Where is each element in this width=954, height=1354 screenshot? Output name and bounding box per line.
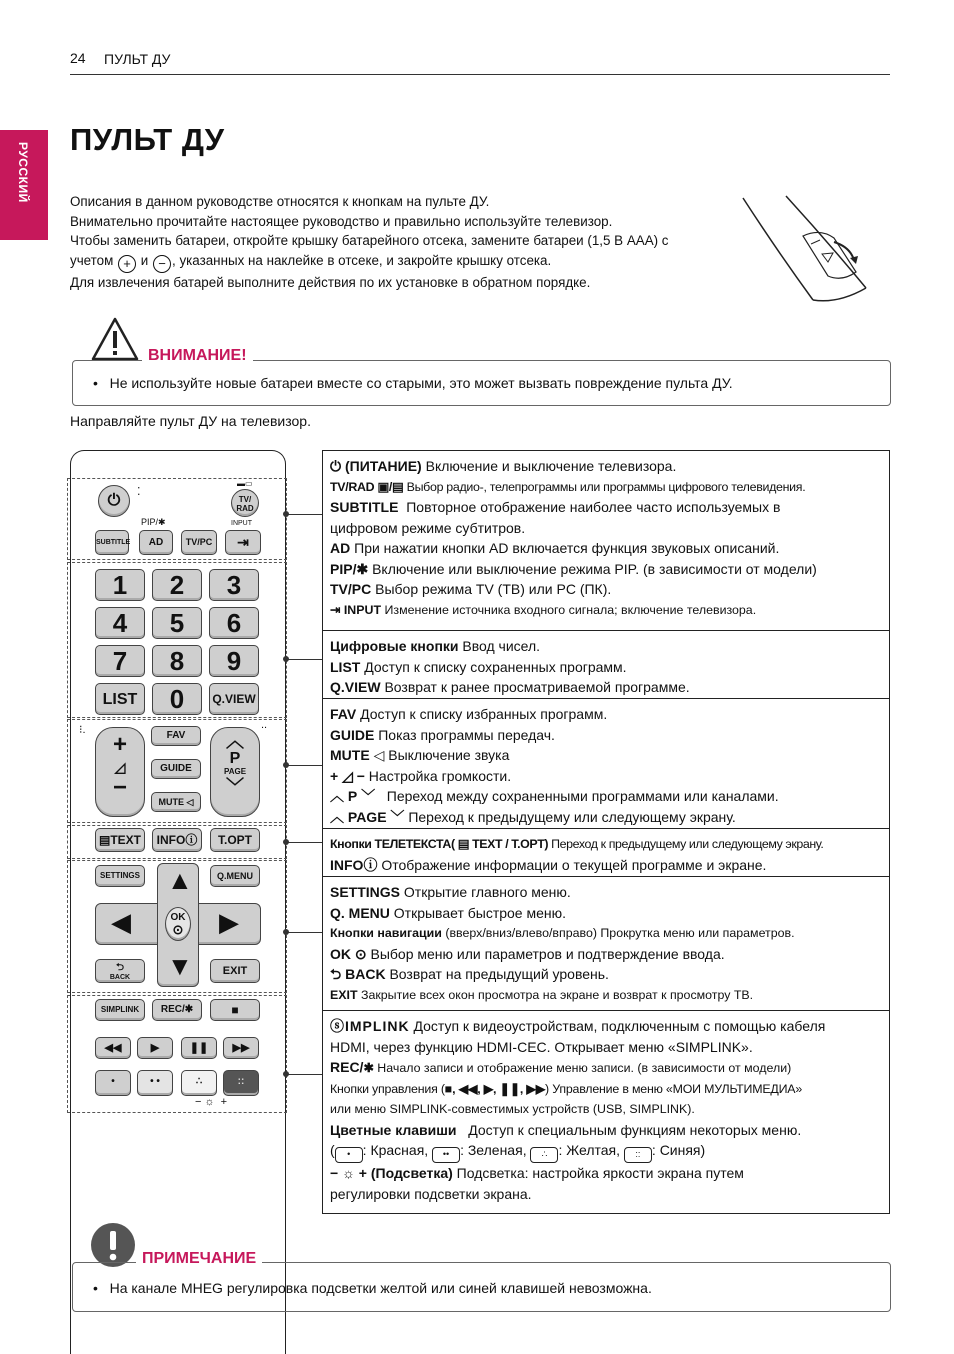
desc-ad-title: AD	[330, 540, 351, 556]
media-control-icons: ■, ◀◀, ▶, ❚❚, ▶▶	[444, 1081, 546, 1096]
desc-nav-text: (вверх/вниз/влево/вправо) Прокрутка меню или параметров.	[445, 926, 795, 940]
language-tab	[0, 130, 48, 240]
connector-line	[286, 659, 322, 660]
desc-fav-text: Доступ к списку избранных программ.	[360, 706, 608, 722]
desc-guide-text: Показ программы передач.	[378, 726, 555, 743]
desc-input-text: Изменение источника входного сигнала; включение телевизора.	[384, 602, 757, 617]
desc-pip-title: PIP/	[330, 560, 357, 577]
intro-line: Внимательно прочитайте настоящее руководство и правильно используйте телевизор.	[70, 213, 613, 229]
desc-rec-title: REC/	[330, 1059, 364, 1075]
desc-tvrad-text: Выбор радио-, телепрограммы или программы цифрового телевидения.	[406, 479, 806, 494]
power-icon: ⏻	[330, 458, 342, 474]
pause-icon: ❚❚	[189, 1042, 209, 1054]
chevron-up-icon: ︿	[330, 808, 344, 825]
desc-qview-text: Возврат к ранее просматриваемой программе.	[384, 679, 690, 695]
desc-controls-cont: или меню SIMPLINK-совместимых устройств (USB, SIMPLINK).	[330, 1102, 695, 1116]
desc-backlight	[330, 1163, 889, 1184]
desc-subtitle-cont: цифровом режиме субтитров.	[330, 519, 526, 536]
input-label: INPUT	[231, 520, 252, 527]
exit-button[interactable]: EXIT	[210, 959, 260, 983]
desc-settings-text: Открытие главного меню.	[403, 884, 571, 900]
desc-power	[330, 456, 889, 477]
desc-cell-navigation-keys	[323, 877, 889, 1011]
arrow-left-button[interactable]: ◀	[111, 907, 131, 937]
ok-button[interactable]	[165, 907, 191, 941]
backlight-icon: − ☼ +	[195, 1096, 228, 1108]
ok-icon: ⊙	[172, 922, 184, 937]
desc-digits-title: Цифровые кнопки	[330, 638, 459, 654]
input-button[interactable]	[225, 530, 261, 555]
desc-controls-text-2: ) Управление в меню «МОИ МУЛЬТИМЕДИА»	[545, 1081, 803, 1096]
desc-qmenu	[330, 903, 889, 924]
simplink-button[interactable]: SIMPLINK	[95, 999, 145, 1021]
desc-ad	[330, 538, 889, 559]
chevron-up-icon: ︿	[330, 788, 344, 804]
back-icon: ⮌	[330, 966, 342, 982]
desc-input-title: INPUT	[343, 602, 382, 617]
note-box	[72, 1262, 891, 1312]
fav-button[interactable]: FAV	[151, 726, 201, 746]
backlight-icon: − ☼ +	[330, 1165, 367, 1181]
input-icon: ⇥	[237, 534, 249, 550]
desc-backlight-cont: регулировки подсветки экрана.	[330, 1185, 532, 1202]
volume-icons: + ◿ −	[330, 767, 365, 784]
button-description-table	[322, 450, 890, 1214]
intro-line: Описания в данном руководстве относятся к кнопкам на пульте ДУ.	[70, 194, 490, 209]
desc-rec	[330, 1057, 889, 1079]
back-button[interactable]	[95, 959, 145, 983]
intro-line: Для извлечения батарей выполните действия по их установке в обратном порядке.	[70, 274, 591, 290]
desc-backlight-title: (Подсветка)	[370, 1165, 453, 1181]
desc-page-title: PAGE	[347, 808, 387, 825]
aim-instruction: Направляйте пульт ДУ на телевизор.	[70, 413, 311, 429]
teletext-icon: ▤	[457, 837, 470, 851]
info-icon: ⓘ	[363, 856, 378, 873]
tvrad-icon: ▬▭	[237, 479, 253, 488]
desc-pip	[330, 559, 889, 580]
page-label: PAGE	[223, 767, 247, 776]
volume-down-icon: −	[112, 774, 127, 801]
note-item: • На канале MHEG регулировка подсветки желтой или синей клавишей невозможна.	[93, 1280, 652, 1296]
caution-item: • Не используйте новые батареи вместе со старыми, это может вызвать повреждение пульта ДУ.	[93, 375, 733, 391]
yellow-button[interactable]: ∴	[181, 1070, 217, 1096]
stop-button[interactable]	[210, 999, 260, 1021]
intro-text: , указанных на наклейке в отсеке, и закройте крышку отсека.	[172, 252, 552, 268]
ok-icon: ⊙	[354, 945, 367, 962]
desc-back-text: Возврат на предыдущий уровень.	[389, 966, 609, 982]
text-label: TEXT	[110, 833, 141, 847]
stop-icon: ■	[231, 1003, 239, 1017]
desc-power-text: Включение и выключение телевизора.	[425, 458, 677, 474]
desc-subtitle	[330, 497, 889, 518]
intro-text: и	[140, 252, 149, 268]
desc-color	[330, 1120, 889, 1141]
desc-info-text: Отображение информации о текущей программе и экране.	[381, 856, 767, 873]
connector-dot	[283, 511, 289, 517]
star-icon: ✱	[363, 1061, 374, 1075]
connector-dot	[283, 656, 289, 662]
chevron-down-icon: ﹀	[361, 788, 376, 804]
info-button[interactable]	[152, 828, 202, 852]
arrow-right-button[interactable]: ▶	[219, 907, 239, 937]
color-yellow: Желтая	[566, 1142, 617, 1158]
back-icon: ⮌	[115, 962, 124, 973]
desc-list-text: Доступ к списку сохраненных программ.	[364, 658, 627, 675]
desc-subtitle-title: SUBTITLE	[330, 499, 399, 515]
desc-simplink	[330, 1016, 889, 1037]
desc-simplink-cont: HDMI, через функцию HDMI-CEC. Открывает меню «SIMPLINK».	[330, 1038, 753, 1055]
ad-button[interactable]: AD	[139, 530, 173, 555]
remote-control	[70, 450, 286, 1354]
tvrad-button[interactable]: TV/ RAD	[231, 489, 259, 517]
desc-qmenu-title: Q. MENU	[330, 904, 390, 921]
green-button[interactable]: • •	[137, 1070, 173, 1096]
desc-mute-title: MUTE	[330, 747, 370, 763]
desc-controls	[330, 1079, 889, 1100]
desc-cell-teletext-keys	[323, 829, 889, 877]
desc-page-text: Переход к предыдущему или следующему экрану.	[408, 808, 736, 825]
connector-line	[286, 514, 322, 515]
desc-simplink-text: Доступ к видеоустройствам, подключенным с помощью кабеля	[413, 1018, 826, 1034]
desc-cell-volume-keys	[323, 699, 889, 829]
settings-button[interactable]: SETTINGS	[95, 865, 145, 887]
chevron-up-icon: ︿	[226, 731, 244, 751]
desc-p-title: P	[347, 788, 358, 804]
volume-icon: ◿	[114, 759, 126, 775]
star-icon: ✱	[356, 560, 369, 577]
warning-icon	[90, 316, 140, 362]
desc-guide	[330, 725, 889, 746]
desc-digits-text: Ввод чисел.	[462, 638, 541, 654]
input-icon: ⇥	[330, 602, 341, 617]
desc-controls-text-1: Кнопки управления (	[330, 1081, 445, 1096]
info-label: INFO	[156, 833, 186, 847]
digit-2-button[interactable]: 2	[152, 569, 202, 601]
mute-icon: ◁	[186, 797, 194, 807]
yellow-key-icon: ∴	[530, 1147, 558, 1163]
color-blue: Синяя	[659, 1142, 701, 1158]
desc-back-title: BACK	[345, 966, 386, 982]
intro-text: учетом	[70, 252, 114, 268]
desc-page	[330, 807, 889, 828]
desc-info	[330, 855, 889, 876]
desc-input	[330, 600, 889, 621]
desc-volume-text: Настройка громкости.	[368, 767, 512, 784]
desc-fav	[330, 704, 889, 725]
language-tab-label: РУССКИЙ	[16, 142, 30, 203]
qview-button[interactable]: Q.VIEW	[209, 683, 259, 715]
connector-line	[286, 765, 322, 766]
desc-digits	[330, 636, 889, 657]
fast-forward-button[interactable]	[223, 1037, 259, 1059]
tv-radio-icon: ▣/▤	[377, 479, 404, 494]
note-label: ПРИМЕЧАНИЕ	[136, 1250, 262, 1268]
desc-teletext-title-2: TEXT / T.OPT)	[472, 837, 549, 851]
intro-line-polarity	[70, 251, 730, 273]
desc-p-text: Переход между сохраненными программами или каналами.	[386, 788, 779, 804]
mute-icon: ◁	[373, 747, 385, 763]
desc-list	[330, 657, 889, 678]
caution-label: ВНИМАНИЕ!	[142, 347, 253, 365]
arrow-down-button[interactable]: ▼	[167, 951, 193, 981]
digit-5-button[interactable]: 5	[152, 607, 202, 639]
section-name: ПУЛЬТ ДУ	[104, 51, 171, 67]
ok-label: OK	[170, 912, 186, 923]
digit-9-button[interactable]: 9	[209, 645, 259, 677]
desc-volume	[330, 766, 889, 787]
arrow-up-button[interactable]: ▲	[167, 865, 193, 895]
desc-subtitle-text: Повторное отображение наиболее часто используемых в	[406, 499, 781, 515]
mute-button[interactable]	[151, 792, 201, 812]
connector-dot	[283, 929, 289, 935]
desc-rec-text: Начало записи и отображение меню записи. (в зависимости от модели)	[377, 1061, 792, 1075]
subtitle-button[interactable]: SUBTITLE	[95, 530, 129, 555]
connector-line	[286, 932, 322, 933]
desc-tvrad	[330, 477, 889, 498]
blue-key-icon: ::	[624, 1147, 652, 1163]
digit-0-button[interactable]: 0	[152, 683, 202, 715]
list-button[interactable]: LIST	[95, 683, 145, 715]
desc-exit-title: EXIT	[330, 987, 358, 1002]
battery-cover-illustration	[738, 192, 878, 304]
page-title: ПУЛЬТ ДУ	[70, 122, 225, 157]
digit-8-button[interactable]: 8	[152, 645, 202, 677]
desc-cell-top-keys	[323, 451, 889, 631]
desc-ok-text: Выбор меню или параметров и подтверждение ввода.	[370, 945, 725, 962]
desc-qmenu-text: Открывает быстрое меню.	[393, 904, 567, 921]
note-text: На канале MHEG регулировка подсветки желтой или синей клавишей невозможна.	[109, 1280, 652, 1296]
connector-dot	[283, 1071, 289, 1077]
desc-fav-title: FAV	[330, 706, 357, 722]
minus-icon: −	[153, 255, 171, 273]
desc-exit-text: Закрытие всех окон просмотра на экране и возврат к просмотру ТВ.	[361, 987, 754, 1002]
desc-color-text: Доступ к специальным функциям некоторых меню.	[468, 1121, 802, 1138]
header-rule	[70, 74, 890, 75]
desc-guide-title: GUIDE	[330, 726, 375, 743]
desc-program	[330, 786, 889, 807]
connector-dot	[283, 762, 289, 768]
desc-settings-title: SETTINGS	[330, 884, 401, 900]
intro-line: Чтобы заменить батареи, откройте крышку батарейного отсека, замените батареи (1,5 В ААА) с	[70, 233, 669, 249]
desc-exit	[330, 985, 889, 1006]
pip-label: PIP/✱	[141, 517, 166, 527]
digit-3-button[interactable]: 3	[209, 569, 259, 601]
play-button[interactable]	[137, 1037, 173, 1059]
rewind-icon: ◀◀	[104, 1042, 122, 1054]
back-label: BACK	[109, 974, 131, 981]
red-key-icon: •	[335, 1147, 363, 1163]
info-icon: ⓘ	[185, 833, 198, 847]
program-label: P	[229, 750, 241, 767]
caution-box	[72, 360, 891, 406]
topt-button[interactable]: T.OPT	[210, 828, 260, 852]
color-red: Красная	[370, 1142, 425, 1158]
desc-list-title: LIST	[330, 658, 361, 675]
desc-nav-title: Кнопки навигации	[330, 926, 442, 940]
text-button[interactable]	[95, 828, 145, 852]
tvpc-button[interactable]: TV/PC	[181, 530, 217, 555]
desc-tvpc	[330, 579, 889, 600]
desc-tvpc-text: Выбор режима TV (ТВ) или PC (ПК).	[375, 581, 612, 597]
desc-ad-text: При нажатии кнопки AD включается функция звуковых описаний.	[354, 540, 780, 556]
volume-rocker[interactable]	[95, 727, 145, 817]
desc-qview-title: Q.VIEW	[330, 679, 381, 695]
desc-ok-title: OK	[330, 945, 351, 962]
connector-dot	[283, 839, 289, 845]
rec-button[interactable]: REC/✱	[152, 999, 202, 1021]
red-button[interactable]: •	[95, 1070, 131, 1096]
plus-icon: +	[118, 255, 136, 273]
qmenu-button[interactable]: Q.MENU	[210, 865, 260, 887]
rewind-button[interactable]	[95, 1037, 131, 1059]
desc-qview	[330, 677, 889, 698]
dots-icon: ..	[261, 719, 268, 731]
digit-1-button[interactable]: 1	[95, 569, 145, 601]
page-number: 24	[70, 50, 86, 66]
simplink-logo-icon: ⓢIMPLINK	[330, 1018, 410, 1034]
digit-7-button[interactable]: 7	[95, 645, 145, 677]
desc-cell-number-keys	[323, 631, 889, 699]
desc-teletext-text: Переход к предыдущему или следующему экрану.	[551, 837, 824, 851]
teletext-icon: ▤	[98, 833, 111, 847]
desc-ok	[330, 944, 889, 965]
color-green: Зеленая	[467, 1142, 523, 1158]
mute-label: MUTE	[158, 797, 185, 807]
desc-tvrad-title: TV/RAD	[330, 479, 375, 494]
desc-settings	[330, 882, 889, 903]
desc-tvpc-title: TV/PC	[330, 581, 372, 597]
connector-line	[286, 842, 322, 843]
desc-mute	[330, 745, 889, 766]
desc-teletext-title: Кнопки ТЕЛЕТЕКСТА(	[330, 837, 455, 851]
program-rocker[interactable]	[210, 727, 260, 817]
dots-icon: ⁝.	[79, 724, 86, 736]
caution-text: Не используйте новые батареи вместе со старыми, это может вызвать повреждение пульта ДУ.	[109, 375, 733, 391]
power-button[interactable]: ⏻	[98, 485, 130, 517]
pause-button[interactable]	[181, 1037, 217, 1059]
dots-icon: ⁚	[137, 486, 141, 498]
intro-paragraph	[70, 192, 730, 292]
desc-pip-text: Включение или выключение режима PIP. (в зависимости от модели)	[372, 560, 817, 577]
desc-teletext	[330, 834, 889, 855]
desc-backlight-text: Подсветка: настройка яркости экрана путем	[456, 1165, 744, 1181]
chevron-down-icon: ﹀	[390, 808, 405, 825]
desc-mute-text: Выключение звука	[388, 747, 510, 763]
desc-nav	[330, 923, 889, 944]
desc-cell-media-keys	[323, 1011, 889, 1215]
desc-color-list: ( • : Красная, •• : Зеленая, ∴ : Желтая, :: : Синяя)	[330, 1140, 889, 1163]
fast-forward-icon: ▶▶	[232, 1042, 250, 1054]
digit-4-button[interactable]: 4	[95, 607, 145, 639]
connector-line	[286, 1074, 322, 1075]
digit-6-button[interactable]: 6	[209, 607, 259, 639]
desc-power-title: (ПИТАНИЕ)	[344, 458, 422, 474]
play-icon: ▶	[150, 1042, 160, 1054]
blue-button[interactable]: ::	[223, 1070, 259, 1096]
green-key-icon: ••	[432, 1147, 460, 1163]
desc-back	[330, 964, 889, 985]
chevron-down-icon: ﹀	[226, 777, 244, 797]
desc-color-title: Цветные клавиши	[330, 1121, 457, 1138]
guide-button[interactable]: GUIDE	[151, 759, 201, 779]
desc-info-title: INFO	[330, 856, 364, 873]
volume-up-icon: +	[112, 731, 127, 758]
